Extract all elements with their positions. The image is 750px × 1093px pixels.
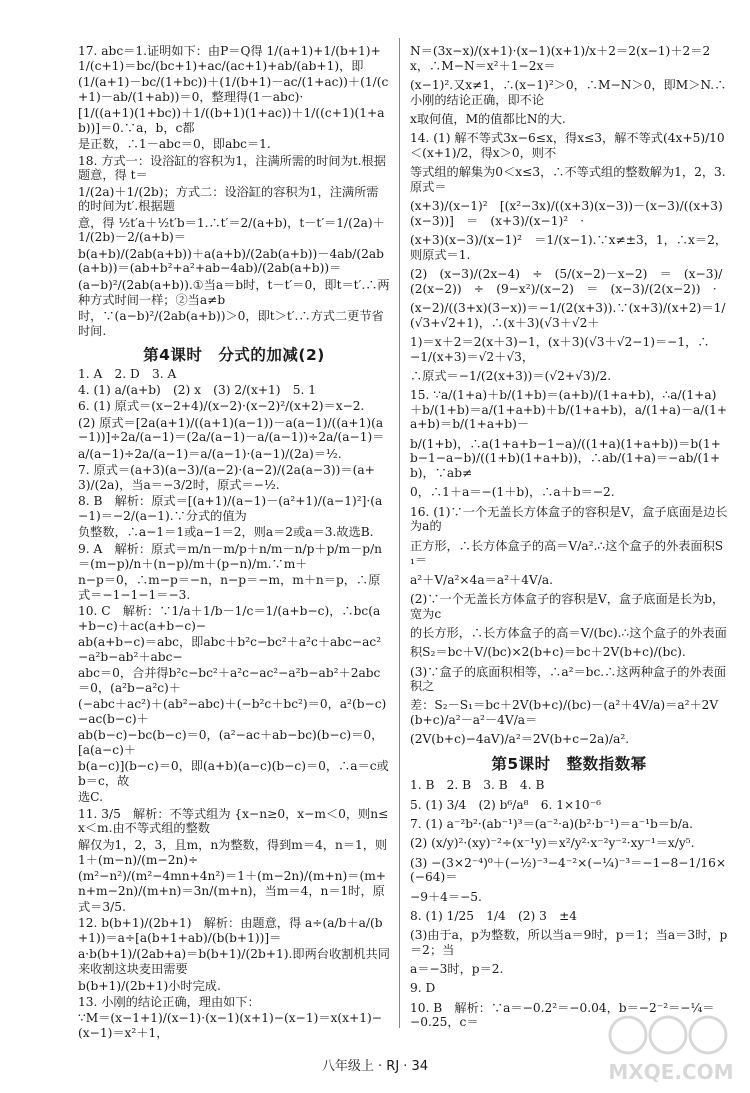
answer-line: 差：S₂－S₁＝bc＋2V(b+c)/(bc)－(a²＋4V/a)＝a²＋2V(b+c)/a²－a²－4V/a＝ xyxy=(410,698,719,728)
answer-line: b(a+b)/(2ab(a+b))＋a(a+b)/(2ab(a+b))－4ab/(2ab(a+b))＝(ab+b²+a²+ab−4ab)/(2ab(a+b))＝ xyxy=(78,246,384,276)
page-footer: 八年级上 · RJ · 34 xyxy=(321,1059,429,1074)
answer-line: 18. 方式一：设浴缸的容积为1，注满所需的时间为t.根据题意，得 t＝ xyxy=(78,153,386,183)
watermark-stamp-icon xyxy=(606,1009,736,1087)
answer-line: (3)由于a，p为整数，所以当a＝9时，p＝1；当a＝3时，p＝2；当 xyxy=(410,928,728,957)
answer-line: 是正数，∴1－abc＝0，即abc＝1. xyxy=(78,137,271,152)
answer-line: (3)∵盒子的底面积相等，∴a²＝bc.∴这两种盒子的外表面积之 xyxy=(410,664,727,694)
answer-line: 10. C 解析：∵1/a＋1/b－1/c＝1/(a+b−c)，∴bc(a+b−c)＋ac(a+b−c)− xyxy=(78,604,381,633)
answer-line: 7. (1) a⁻²b²·(ab⁻¹)³＝(a⁻²·a)(b²·b⁻¹)＝a⁻¹b＝b/a. xyxy=(410,816,693,831)
answer-line: 时，∵(a−b)²/(2ab(a+b))＞0，即t＞t′.∴方式二更节省时间. xyxy=(78,308,384,338)
answer-line: a＝−3时，p＝2. xyxy=(410,962,504,977)
answer-line: a/(a−1)÷2a/(a−1)＝a/(a−1)·(a−1)/(2a)＝½. xyxy=(78,446,342,461)
answer-line: 1. A 2. D 3. A xyxy=(78,366,177,381)
answer-line: 9. A 解析：原式＝m/n－m/p＋n/m－n/p＋p/m－p/n＝(m−p)/n＋(n−p)/m＋(p−n)/m.∵m＋ xyxy=(78,541,383,571)
answer-line: 8. B 解析：原式＝[(a+1)/(a−1)－(a²+1)/(a−1)²]·(a−1)＝−2/(a−1).∵分式的值为 xyxy=(78,494,383,524)
answer-line: a²＋V/a²×4a＝a²＋4V/a. xyxy=(410,572,553,587)
right-column xyxy=(410,44,728,1033)
answer-line: ∵M＝(x−1+1)/(x−1)·(x−1)(x+1)−(x−1)＝x(x+1)−(x−1)＝x²＋1， xyxy=(78,1011,382,1041)
answer-line: 等式组的解集为0＜x≤3，∴不等式组的整数解为1，2，3.原式＝ xyxy=(410,165,726,194)
answer-line: 式＝3/5. xyxy=(78,899,126,914)
answer-line: 17. abc＝1.证明如下：由P＝Q得 1/(a+1)+1/(b+1)+1/(c+1)＝bc/(bc+1)+ac/(ac+1)+ab/(ab+1)，即 xyxy=(78,44,381,73)
answer-line: 14. (1) 解不等式3x−6≤x，得x≤3，解不等式(4x+5)/10＜(x+1)/2，得x＞0，则不 xyxy=(410,131,725,160)
answer-line: 10. B 解析：∵a＝−0.2²＝−0.04，b＝−2⁻²＝−¼＝−0.25，c＝ xyxy=(410,1000,715,1030)
answer-line: (m²−n²)/(m²−4mn+4n²)＝1＋(m−2n)/(m+n)＝(m+n+m−2n)/(m+n)＝3n/(m+n)，当m＝4，n＝1时，原 xyxy=(78,868,386,898)
answer-line: (2) 原式＝[2a(a+1)/((a+1)(a−1))－a(a−1)/((a+1)(a−1))]÷2a/(a−1)＝(2a/(a−1)－a/(a−1))÷2a/(a−1)＝ xyxy=(78,415,385,445)
answer-line: b(a−c)](b−c)＝0，即(a+b)(a−c)(b−c)＝0，∴a＝c或b＝c，故 xyxy=(78,759,389,788)
watermark-text: MXQE.COM xyxy=(608,1060,734,1084)
answer-line: b/(1+b)，∴a(1+a+b−1−a)/((1+a)(1+a+b))＝b(1+b−1−a−b)/((1+b)(1+a+b))，∴ab/(1+a)＝−ab/(1+b)，∵ab≠ xyxy=(410,436,721,481)
answer-line: 选C. xyxy=(78,790,103,805)
answer-line: 1. B 2. B 3. B 4. B xyxy=(410,778,545,793)
answer-line: 16. (1)∵一个无盖长方体盒子的容积是V，盒子底面是边长为a的 xyxy=(410,504,728,534)
answer-line: −9＋4＝−5. xyxy=(410,889,482,904)
answer-line: (x+3)(x−3)/(x−1)² ＝1/(x−1).∵x≠±3，1，∴x＝2，则原式＝1. xyxy=(410,233,728,262)
answer-line: x取何值，M的值都比N的大. xyxy=(410,111,566,126)
answer-line: ab(b−c)−bc(b−c)＝0，(a²−ac＋ab−bc)(b−c)＝0，[a(a−c)＋ xyxy=(78,728,384,757)
section-heading: 第5课时 整数指数幂 xyxy=(491,755,647,774)
answer-line: (2) (x/y)²·(xy)⁻²÷(x⁻¹y)＝x²/y²·x⁻²y⁻²·xy⁻¹＝x/y⁵. xyxy=(410,836,695,851)
answer-line: 15. ∵a/(1+a)＋b/(1+b)＝(a+b)/(1+a+b)，∴a/(1+a)＋b/(1+b)＝a/(1+a+b)＋b/(1+a+b)，a/(1+a)－a/(1+a+b)＝b/(1+a+b)－ xyxy=(410,388,728,432)
answer-line: (1/(a+1)－bc/(1+bc))＋(1/(b+1)－ac/(1+ac))＋(1/(c+1)－ab/(1+ab))＝0，整理得(1－abc)· xyxy=(78,75,389,104)
answer-line: (x−2)/((3+x)(3−x))＝−1/(2(x+3)).∵(x+3)/(x+2)＝1/(√3+√2+1)，∴(x＋3)(√3＋√2＋ xyxy=(410,300,726,330)
answer-line: 11. 3/5 解析：不等式组为 {x−n≥0，x−m＜0，则n≤x＜m.由不等式组的整数 xyxy=(78,806,389,836)
answer-line: ∴原式＝−1/(2(x+3))＝(√2+√3)/2. xyxy=(410,368,612,383)
answer-line: (3) −(3×2⁻⁴)⁰＋(−½)⁻³−4⁻²×(−¼)⁻³＝−1−8−1/16×(−64)＝ xyxy=(410,855,727,885)
watermark-logo xyxy=(606,1009,736,1087)
answer-line: (2) (x−3)/(2x−4) ÷ (5/(x−2)－x−2) ＝ (x−3)/(2(x−2)) ÷ (9−x²)/(x−2) ＝ (x−3)/(2(x−2)) · xyxy=(410,267,723,296)
answer-line: 正方形，∴长方体盒子的高＝V/a².∴这个盒子的外表面积S₁＝ xyxy=(410,538,724,568)
answer-line: 0，∴1＋a＝−(1＋b)，∴a＋b＝−2. xyxy=(410,485,615,500)
answer-line: 8. (1) 1/25 1/4 (2) 3 ±4 xyxy=(410,908,578,923)
column-divider xyxy=(399,38,400,1028)
answer-line: 解仅为1，2，3，且m，n为整数，得到m＝4，n＝1，则1＋(m−n)/(m−2n)÷ xyxy=(78,837,388,867)
answer-line: 1)＝x＋2＝2(x＋3)−1，(x＋3)(√3＋√2−1)＝−1，∴−1/(x+3)＝√2＋√3， xyxy=(410,334,710,364)
answer-line: 12. b(b+1)/(2b+1) 解析：由题意，得 a÷(a/b＋a/(b+1))＝a÷[a(b+1+ab)/(b(b+1))]＝ xyxy=(78,916,383,946)
answer-line: N＝(3x−x)/(x+1)·(x−1)(x+1)/x＋2＝2(x−1)＋2＝2x，∴M−N＝x²＋1−2x＝ xyxy=(410,44,711,73)
answer-line: (2V(b+c)−4aV)/a²＝2V(b+c−2a)/a². xyxy=(410,732,630,747)
answer-line: [1/((a+1)(1+bc))＋1/((b+1)(1+ac))＋1/((c+1)(1+ab))]＝0.∵a，b，c都 xyxy=(78,106,385,135)
answer-line: 4. (1) a/(a+b) (2) x (3) 2/(x+1) 5. 1 xyxy=(78,383,316,397)
answer-line: (−abc＋ac²)＋(ab²−abc)＋(−b²c＋bc²)＝0，a²(b−c)−ac(b−c)＋ xyxy=(78,697,387,726)
answer-line: b(b+1)/(2b+1)小时完成. xyxy=(78,978,221,993)
answer-line: 负整数，∴a−1＝1或a−1＝2，则a＝2或a＝3.故选B. xyxy=(78,525,374,540)
answer-line: (x+3)/(x−1)² [(x²−3x)/((x+3)(x−3))－(x−3)/((x+3)(x−3))] ＝ (x+3)/(x−1)² · xyxy=(410,199,723,228)
answer-line: 5. (1) 3/4 (2) b⁶/a⁸ 6. 1×10⁻⁶ xyxy=(410,797,602,812)
answer-line: 9. D xyxy=(410,981,436,996)
answer-line: abc＝0，合并得b²c−bc²＋a²c−ac²−a²b−ab²＋2abc＝0，(a²b−a²c)＋ xyxy=(78,666,381,695)
answer-line: (x−1)².又x≠1，∴(x−1)²＞0，∴M−N＞0，即M＞N.∴小刚的结论正确，即不论 xyxy=(410,77,727,107)
answer-line: a·b(b+1)/(2ab+a)＝b(b+1)/(2b+1).即两台收割机共同来收割这块麦田需要 xyxy=(78,947,390,977)
answer-line: 积S₂＝bc＋V/(bc)×2(b+c)＝bc＋2V(b+c)/(bc). xyxy=(410,645,686,660)
answer-line: n−p＝0，∴m−p＝−n，n−p＝−m，m＋n＝p，∴原式＝−1−1−1＝−3. xyxy=(78,572,381,602)
answer-line: 13. 小刚的结论正确，理由如下： xyxy=(78,994,260,1009)
answer-line: 6. (1) 原式＝(x−2+4)/(x−2)·(x−2)²/(x+2)＝x−2. xyxy=(78,399,365,414)
answer-line: 的长方形，∴长方体盒子的高＝V/(bc).∴这个盒子的外表面 xyxy=(410,625,727,640)
answer-line: 7. 原式＝(a+3)(a−3)/(a−2)·(a−2)/(2a(a−3))＝(a+3)/(2a)，当a＝−3/2时，原式＝−½. xyxy=(78,463,375,492)
answer-line: (2)∵一个无盖长方体盒子的容积是V，盒子底面是长为b，宽为c xyxy=(410,591,725,621)
answer-line: 1/(2a)＋1/(2b)；方式二：设浴缸的容积为1，注满所需的时间为t′.根据题 xyxy=(78,184,379,214)
answer-line: (a−b)²/(2ab(a+b)).①当a＝b时，t－t′＝0，即t＝t′.∴两种方式时间一样；②当a≠b xyxy=(78,277,390,307)
answer-line: ab(a+b−c)＝abc，即abc＋b²c−bc²＋a²c＋abc−ac²−a²b−ab²＋abc− xyxy=(78,635,382,664)
section-heading: 第4课时 分式的加减(2) xyxy=(143,346,325,365)
answer-line: 意，得 ½t′a＋½t′b＝1.∴t′＝2/(a+b)，t－t′＝1/(2a)＋1/(2b)－2/(a+b)＝ xyxy=(78,215,385,245)
left-column xyxy=(78,44,390,1041)
